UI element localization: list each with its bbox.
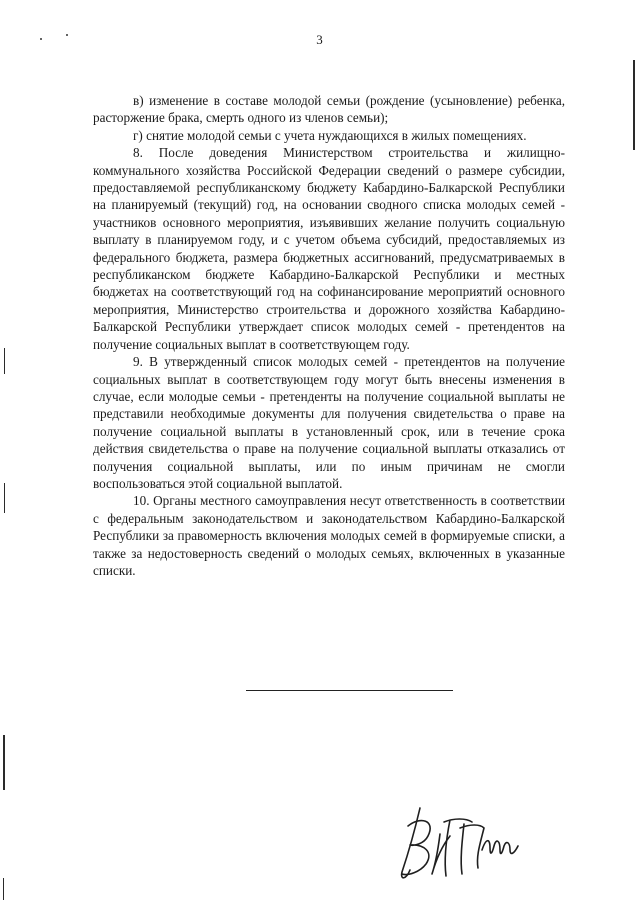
paragraph-clause-v: в) изменение в составе молодой семьи (рождение (усыновление) ребенка, расторжение брака, смерть одного из членов семьи); (93, 93, 565, 126)
scan-edge-mark (3, 735, 5, 790)
paragraph-clause-g: г) снятие молодой семьи с учета нуждающихся в жилых помещениях. (133, 127, 527, 143)
scan-speck (40, 38, 42, 40)
scan-edge-mark (3, 878, 4, 900)
document-body (93, 92, 565, 579)
handwritten-signature (380, 790, 530, 890)
scan-edge-mark (633, 60, 635, 150)
paragraph-item-8: 8. После доведения Министерством строительства и жилищно-коммунального хозяйства Российской Федерации сведений о размере субсидии, предоставляемой республиканскому бюджету Кабардино-Балкарской Республики на планируемый (текущий) год, на основании сводного списка молодых семей - участников основного мероприятия, изъявивших желание получить социальную выплату в планируемом году, и с учетом объема субсидий, предоставляемых из федерального бюджета, размера бюджетных ассигнований, предусматриваемых в республиканском бюджете Кабардино-Балкарской Республики и местных бюджетах на соответствующий год на софинансирование мероприятий основного мероприятия, Министерство строительства и дорожного хозяйства Кабардино-Балкарской Республики утверждает список молодых семей - претендентов на получение социальных выплат в соответствующем году. (93, 145, 565, 352)
scan-edge-mark (4, 348, 5, 374)
paragraph-item-9: 9. В утвержденный список молодых семей - претендентов на получение социальных выплат в соответствующем году могут быть внесены изменения в случае, если молодые семьи - претенденты на получение социальной выплаты не представили необходимые документы для получения свидетельства о праве на получение социальной выплаты в установленный срок, или в течение срока действия свидетельства о праве на получение социальной выплаты отказались от получения социальной выплаты, или по иным причинам не смогли воспользоваться этой социальной выплатой. (93, 354, 565, 491)
paragraph-item-10: 10. Органы местного самоуправления несут ответственность в соответствии с федеральным законодательством и законодательством Кабардино-Балкарской Республики за правомерность включения молодых семей в формируемые списки, а также за недостоверность сведений о молодых семьях, включенных в указанные списки. (93, 493, 565, 578)
page-number: 3 (316, 32, 323, 47)
scan-edge-mark (4, 483, 5, 513)
scan-speck (66, 34, 68, 36)
closing-divider-line (246, 690, 453, 691)
